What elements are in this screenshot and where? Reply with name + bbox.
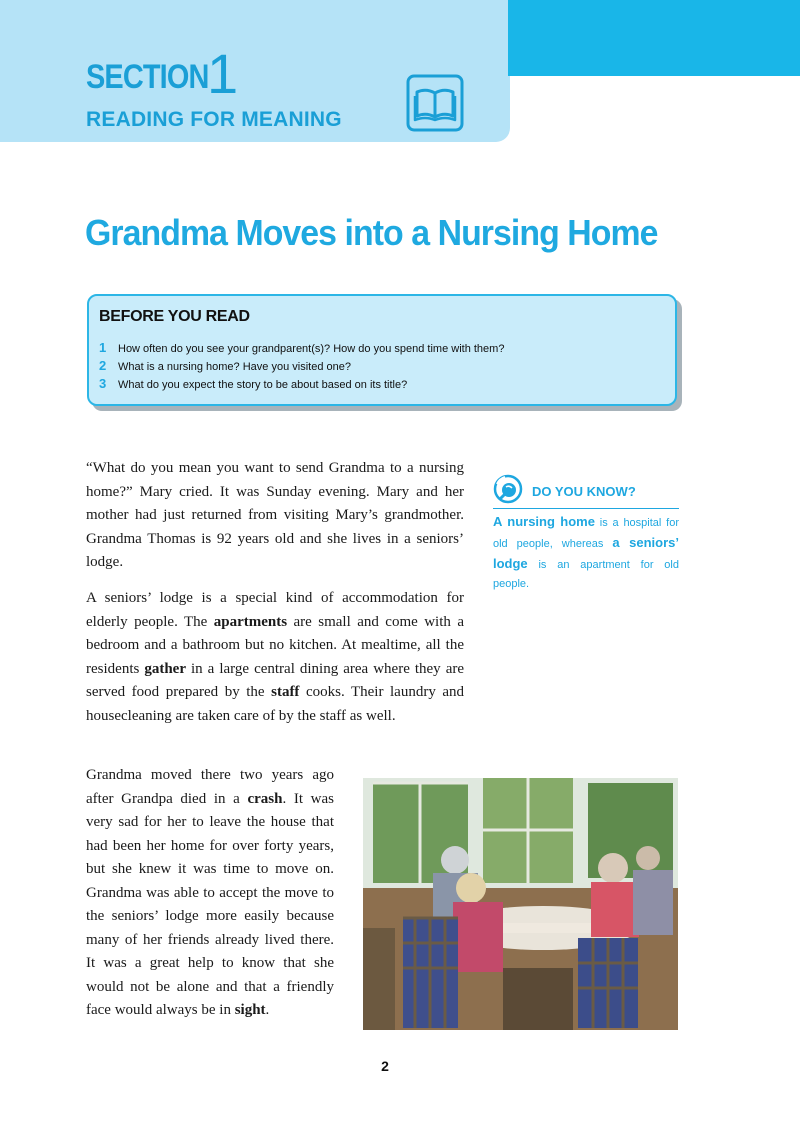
lightbulb-icon [493,474,523,504]
term: A nursing home [493,514,595,529]
vocab-word: gather [144,660,186,677]
text-span: are small and come with a bedroom and a bathroom but no kitchen. At mealtime, all the residents [86,613,464,677]
text-span: cooks. Their laundry and housecleaning are taken care of by the staff as well. [86,684,465,724]
story-paragraph-1: “What do you mean you want to send Grandma to a nursing home?” Mary cried. It was Sunday evening. Mary and her mother had just returned from visiting Mary’s grandmother. Grandma Thomas is 92 years old and she lives in a seniors’ lodge. [86,460,464,570]
header-tab [508,0,800,76]
text-span: is a hospital for old people, whereas [493,517,679,550]
question-item [99,357,504,375]
question-text: What do you expect the story to be about based on its title? [118,379,408,391]
did-you-know-text [493,512,679,594]
vocab-word: staff [271,684,300,700]
question-number: 3 [99,376,107,391]
before-you-read-box [87,294,677,406]
question-number: 2 [99,358,107,373]
vocab-word: crash [247,790,283,807]
term: a seniors’ lodge [493,535,680,571]
question-text: What is a nursing home? Have you visited one? [118,361,351,373]
story-paragraph-3 [86,764,334,1023]
question-item [99,375,504,393]
did-you-know-title: DO YOU KNOW? [532,484,636,499]
question-item [99,339,504,357]
text-span: . [265,1002,270,1018]
text-span: in a large central dining area where they are served food prepared by the [86,660,465,700]
vocab-word: apartments [213,613,288,630]
text-span: . It was very sad for her to leave the house that had been her home for over forty years, but she knew it was time to move on. Grandma was able to accept the move to the seniors’ lodge more easily because many of her friends already lived there. It was a great help to know that she would not be alone and that a friendly face would always be in [86,790,334,1018]
before-you-read-heading: BEFORE YOU READ [99,308,250,325]
seniors-dining-photo [363,778,678,1030]
divider [493,508,679,509]
question-list [99,339,504,393]
question-text: How often do you see your grandparent(s)? How do you spend time with them? [118,343,505,355]
section-number: 1 [207,42,239,105]
page-title: Grandma Moves into a Nursing Home [85,212,658,253]
section-subtitle: READING FOR MEANING [86,108,342,131]
page-number: 2 [381,1058,389,1074]
story-paragraph-2 [86,587,464,728]
open-book-icon [406,74,464,132]
question-number: 1 [99,340,107,355]
text-span: is an apartment for old people. [493,559,679,590]
section-label: SECTION [86,58,209,96]
text-span: Grandma moved there two years ago after Grandpa died in a [86,767,334,807]
text-span: A seniors’ lodge is a special kind of accommodation for elderly people. The [86,590,464,630]
vocab-word: sight [234,1002,266,1018]
